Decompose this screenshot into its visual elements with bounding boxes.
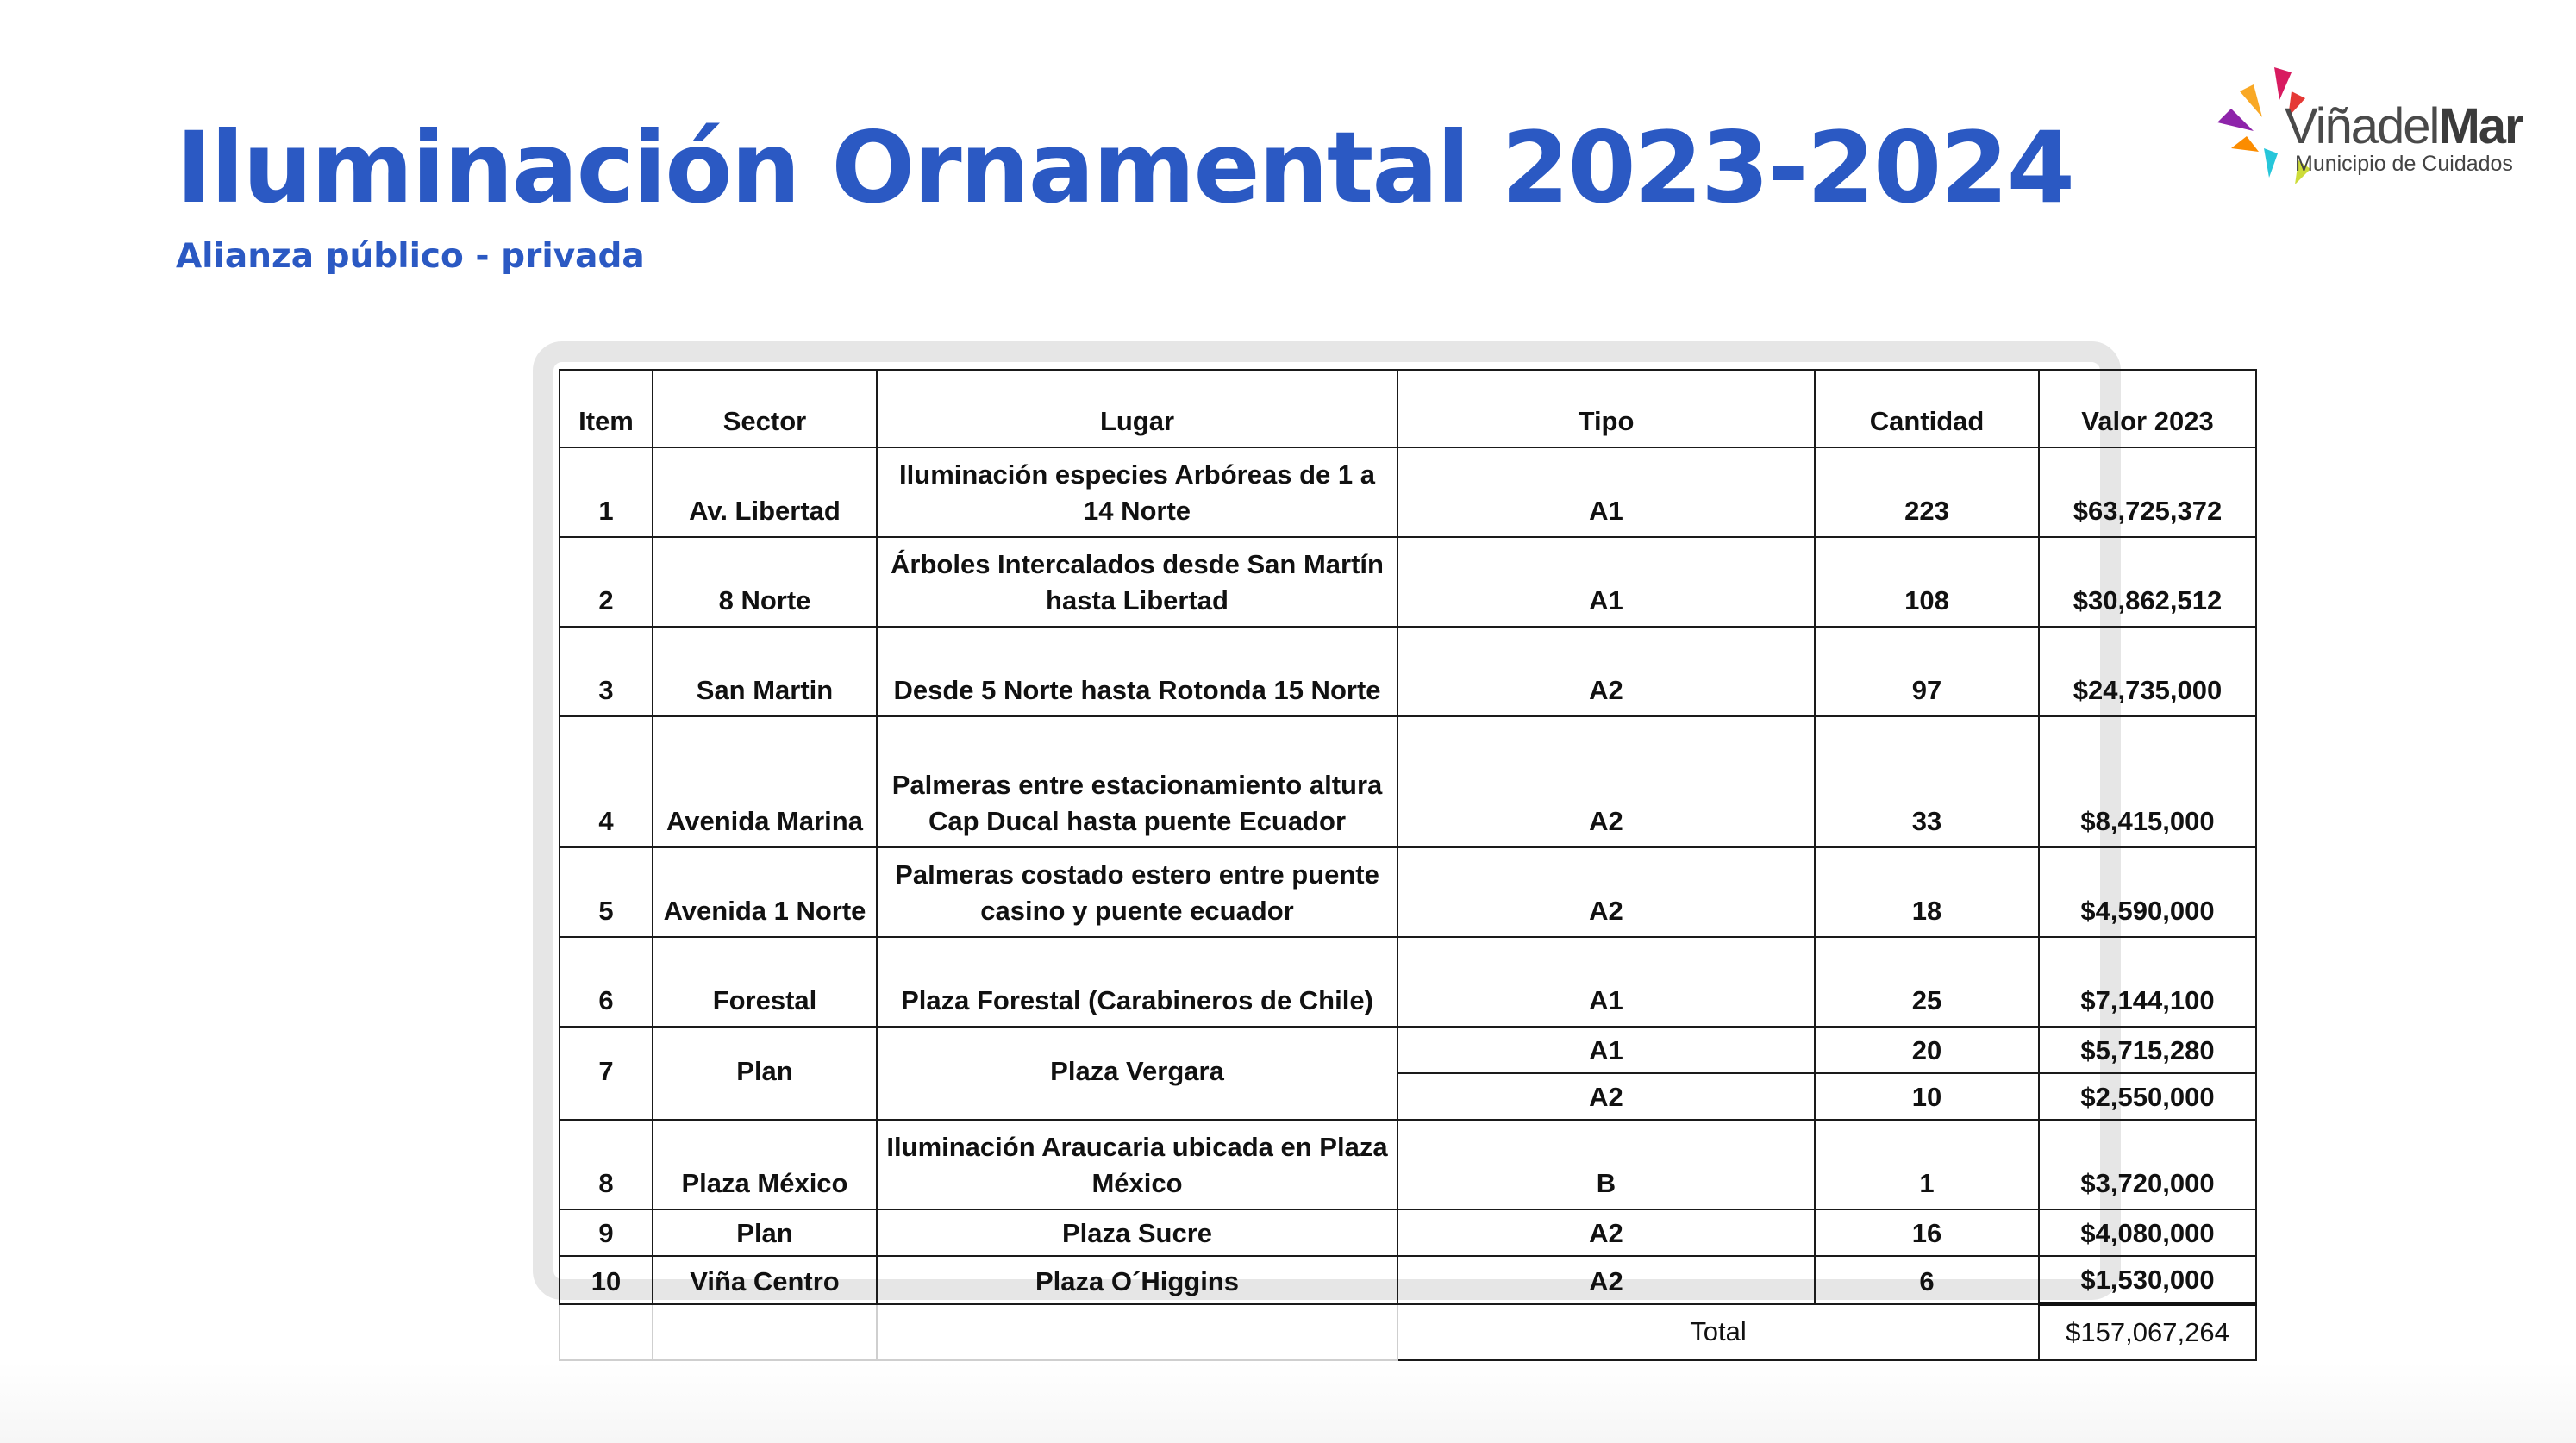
cell-valor: $5,715,280 [2039,1027,2256,1073]
logo-word-mar: Mar [2438,98,2523,154]
cell-cantidad: 6 [1815,1256,2039,1304]
table-row [560,1209,2256,1256]
cell-lugar: Plaza Forestal (Carabineros de Chile) [877,937,1397,1027]
cell-item: 10 [560,1256,653,1304]
cell-cantidad: 108 [1815,537,2039,627]
cell-tipo: B [1397,1120,1815,1209]
cell-tipo: A2 [1397,1073,1815,1120]
table-row [560,447,2256,537]
cell-valor: $2,550,000 [2039,1073,2256,1120]
cell-tipo: A1 [1397,537,1815,627]
cell-valor: $8,415,000 [2039,716,2256,847]
cell-sector: San Martin [653,627,877,716]
cell-tipo: A1 [1397,447,1815,537]
cell-valor: $30,862,512 [2039,537,2256,627]
header-item: Item [560,370,653,447]
bottom-fade [0,1362,2576,1443]
logo-tagline: Municipio de Cuidados [2295,152,2513,176]
cell-lugar: Árboles Intercalados desde San Martín hasta Libertad [877,537,1397,627]
cell-item: 1 [560,447,653,537]
cell-valor: $7,144,100 [2039,937,2256,1027]
header-cantidad: Cantidad [1815,370,2039,447]
cell-tipo: A2 [1397,847,1815,937]
cell-cantidad: 25 [1815,937,2039,1027]
table-row [560,847,2256,937]
cell-cantidad: 10 [1815,1073,2039,1120]
cell-item: 7 [560,1027,653,1120]
table-header-row [560,370,2256,447]
cell-cantidad: 33 [1815,716,2039,847]
cell-valor: $24,735,000 [2039,627,2256,716]
cell-cantidad: 16 [1815,1209,2039,1256]
vina-del-mar-logo [2216,66,2535,203]
cell-sector: Plaza México [653,1120,877,1209]
logo-word-del: del [2377,98,2439,154]
lighting-table [559,369,2257,1361]
cell-cantidad: 97 [1815,627,2039,716]
header-sector: Sector [653,370,877,447]
total-blank-cell [653,1304,877,1361]
table-row [560,937,2256,1027]
cell-lugar: Palmeras entre estacionamiento altura Cap Ducal hasta puente Ecuador [877,716,1397,847]
logo-wordmark [2285,98,2523,154]
cell-item: 8 [560,1120,653,1209]
cell-item: 3 [560,627,653,716]
header-lugar: Lugar [877,370,1397,447]
cell-sector: Forestal [653,937,877,1027]
total-blank-cell [877,1304,1397,1361]
table-row [560,537,2256,627]
table-row [560,1120,2256,1209]
cell-sector: Plan [653,1027,877,1120]
table-row [560,1027,2256,1073]
cell-cantidad: 1 [1815,1120,2039,1209]
cell-lugar: Iluminación Araucaria ubicada en Plaza México [877,1120,1397,1209]
cell-sector: 8 Norte [653,537,877,627]
cell-tipo: A2 [1397,627,1815,716]
page-title: Iluminación Ornamental 2023-2024 [176,110,2073,225]
total-label: Total [1397,1304,2039,1361]
cell-lugar: Plaza Vergara [877,1027,1397,1120]
table-row [560,1256,2256,1304]
cell-valor: $1,530,000 [2039,1256,2256,1304]
cell-sector: Av. Libertad [653,447,877,537]
cell-lugar: Palmeras costado estero entre puente casino y puente ecuador [877,847,1397,937]
cell-tipo: A2 [1397,1256,1815,1304]
header-tipo: Tipo [1397,370,1815,447]
header-valor: Valor 2023 [2039,370,2256,447]
cell-lugar: Plaza O´Higgins [877,1256,1397,1304]
cell-tipo: A2 [1397,1209,1815,1256]
cell-cantidad: 20 [1815,1027,2039,1073]
cell-lugar: Plaza Sucre [877,1209,1397,1256]
cell-item: 4 [560,716,653,847]
cell-valor: $4,590,000 [2039,847,2256,937]
cell-item: 2 [560,537,653,627]
cell-tipo: A1 [1397,937,1815,1027]
table-row [560,627,2256,716]
cell-valor: $3,720,000 [2039,1120,2256,1209]
cell-lugar: Iluminación especies Arbóreas de 1 a 14 Norte [877,447,1397,537]
page-subtitle: Alianza público - privada [176,237,645,276]
cell-cantidad: 223 [1815,447,2039,537]
cell-tipo: A1 [1397,1027,1815,1073]
cell-item: 6 [560,937,653,1027]
cell-sector: Viña Centro [653,1256,877,1304]
cell-sector: Avenida 1 Norte [653,847,877,937]
cell-lugar: Desde 5 Norte hasta Rotonda 15 Norte [877,627,1397,716]
cell-item: 9 [560,1209,653,1256]
cell-item: 5 [560,847,653,937]
cell-valor: $4,080,000 [2039,1209,2256,1256]
cell-sector: Plan [653,1209,877,1256]
table-total-row [560,1304,2256,1361]
cell-valor: $63,725,372 [2039,447,2256,537]
total-blank-cell [560,1304,653,1361]
total-value: $157,067,264 [2039,1304,2256,1361]
table-row [560,716,2256,847]
cell-tipo: A2 [1397,716,1815,847]
logo-word-vina: Viña [2285,98,2378,154]
cell-sector: Avenida Marina [653,716,877,847]
cell-cantidad: 18 [1815,847,2039,937]
